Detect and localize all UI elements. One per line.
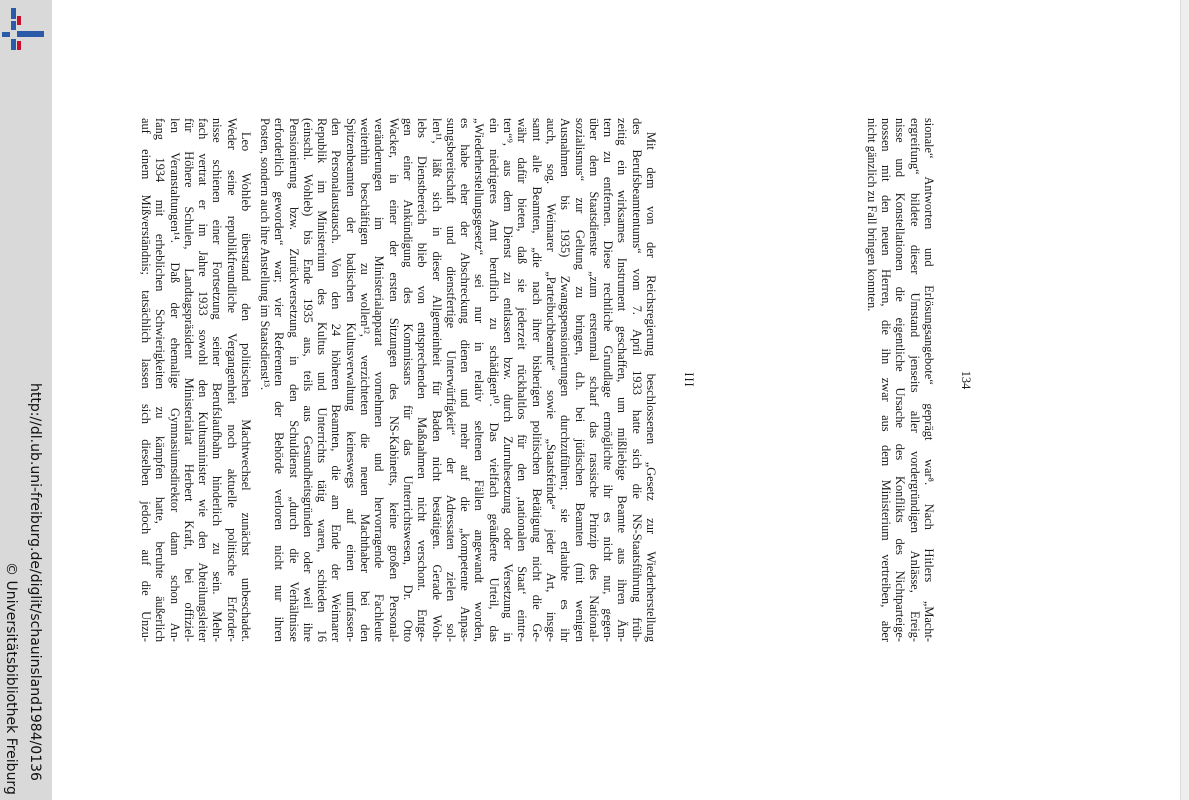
text-line: sionale“ Antworten und Erlösungsangebote“ geprägt war⁸. Nach Hitlers „Macht- [922,118,936,642]
text-line: ein niedrigeres Amt beruflich zu schädigen¹⁰. Das vielfach geäußerte Urteil, das [486,118,501,642]
section-heading: III [682,372,696,388]
text-line: Pensionierung bzw. Zurückversetzung in den Schuldienst „durch die Verhältnisse [286,118,301,642]
text-line: Mit dem von der Reichsregierung beschlossenen „Gesetz zur Wiederherstellung [644,132,658,642]
text-line: nicht gänzlich zu Fall bringen konnten. [864,118,879,312]
text-line: fang 1934 mit erheblichen Schwierigkeiten zu kämpfen hatte, beruhte äußerlich [153,118,168,642]
text-line: Republik im Ministerium des Kultus und Unterrichts tätig waren, schieden 16 [315,118,330,642]
text-line: währ dafür bieten, daß sie jederzeit rückhaltlos für den ‚nationalen Staat‘ eintre- [515,118,530,642]
viewer-sidebar [0,0,52,800]
text-line: (einschl. Wohleb) bis Ende 1935 aus, teils aus Gesundheitsgründen oder weil ihre [300,118,315,642]
text-line: nisse und Konstellationen die eigentliche Ursache des Konflikts des Nichtparteige- [893,118,908,642]
text-line: auch, sog. Weimarer „Parteibuchbeamte“ sowie „Staatsfeinde“ jeder Art, insge- [543,118,558,642]
text-line: zeitig ein wirksames Instrument geschaffen, um mißliebige Beamte aus ihren Äm- [615,118,630,642]
text-line: erforderlich geworden“ war; vier Referenten der Behörde verloren nicht nur ihren [272,118,287,642]
text-line: gen einer Ankündigung des Kommissars für das Unterrichtswesen, Dr. Otto [400,118,415,642]
text-line: den Personalaustausch. Von den 24 höheren Beamten, die am Ende der Weimarer [329,118,344,642]
text-line: Leo Wohleb überstand den politischen Machtwechsel zunächst unbeschadet. [239,132,253,642]
text-line: Ausnahmen bis 1935) Zwangspensionierungen durchzuführen; sie erlaubte es ihr [558,118,573,642]
text-line: nisse schienen einer Fortsetzung seiner Berufslaufbahn hinderlich zu sein. Mehr- [210,118,225,642]
right-scroll-edge[interactable] [1180,0,1189,800]
paragraph-gesetz [258,118,658,642]
text-line: des Berufsbeamtentums“ vom 7. April 1933 hatte sich die NS-Staatsführung früh- [629,118,644,642]
text-line: sozialismus“ zur Geltung zu bringen, d.h. bei jüdischen Beamten (mit wenigen [572,118,587,642]
text-line: veränderungen im Ministerialapparat vornehmen und hervorragende Fachleute [372,118,387,642]
text-line: „Wiederherstellungsgesetz“ sei nur in relativ seltenen Fällen angewandt worden, [472,118,487,642]
page-number: 134 [959,370,973,390]
text-line: len Veranstaltungen¹⁴. Daß der ehemalige Gymnasiumsdirektor dann schon An- [167,118,182,642]
text-line: auf einem Mißverständnis; tatsächlich lassen sich dieselben jedoch auf die Unzu- [138,118,153,642]
text-line: Wacker, in einer der ersten Sitzungen des NS-Kabinetts, keine großen Personal- [386,118,401,642]
scanned-page [138,118,975,642]
text-line: fach vertrat er im Jahre 1933 sowohl den Kultusminister wie den Abteilungsleiter [196,118,211,642]
text-line: ergreifung“ bildete dieser Umstand jenseits aller vordergründigen Anlässe, Ereig- [907,118,922,642]
text-line: es habe eher der Abschreckung dienen und mehr auf die „kompetente Anpas- [458,118,473,642]
copyright-notice: © Universitätsbibliothek Freiburg [3,562,19,795]
rotated-page-content [138,118,975,642]
text-line: sungsbereitschaft und dienstfertige Unterwürfigkeit“ der Adressaten zielen sol- [443,118,458,642]
text-line: für Höhere Schulen, Landtagspräsident Ministerialrat Herbert Kraft, bei offiziel- [181,118,196,642]
text-line: weiterhin beschäftigen zu wollen¹², verzichteten die neuen Machthaber bei den [358,118,373,642]
university-library-logo-icon[interactable] [2,8,44,50]
document-url[interactable]: http://dl.ub.uni-freiburg.de/diglit/schauinsland1984/0136 [27,383,43,781]
text-line: Spitzenbeamten der badischen Kultusverwaltung keineswegs auf einen umfassen- [343,118,358,642]
paragraph-wohleb [139,118,253,642]
text-line: tern zu entfernen. Diese rechtliche Grundlage ermöglichte ihr es nicht nur, gegen- [601,118,616,642]
text-line: nossen mit den neuen Herren, die ihn zwar aus dem Ministerium vertreiben, aber [879,118,894,642]
text-line: über dem Staatsdienste „zum erstenmal scharf das rassische Prinzip des National- [586,118,601,642]
text-line: Weder seine republikfreundliche Vergangenheit noch aktuelle politische Erforder- [224,118,239,642]
text-line: ten“⁹, aus dem Dienst zu entlassen bzw. durch Zurruhesetzung oder Versetzung in [501,118,516,642]
text-line: Posten, sondern auch ihre Anstellung im Staatsdienst¹³. [257,118,272,391]
text-line: lebs Dienstbereich blieb von entsprechenden Maßnahmen nicht verschont. Entge- [415,118,430,642]
text-line: len¹¹, läßt sich in dieser Allgemeinheit für Baden nicht bestätigen. Gerade Woh- [429,118,444,642]
text-line: samt alle Beamten, „die nach ihrer bisherigen politischen Betätigung nicht die Ge- [529,118,544,642]
paragraph-continuation [865,118,936,642]
